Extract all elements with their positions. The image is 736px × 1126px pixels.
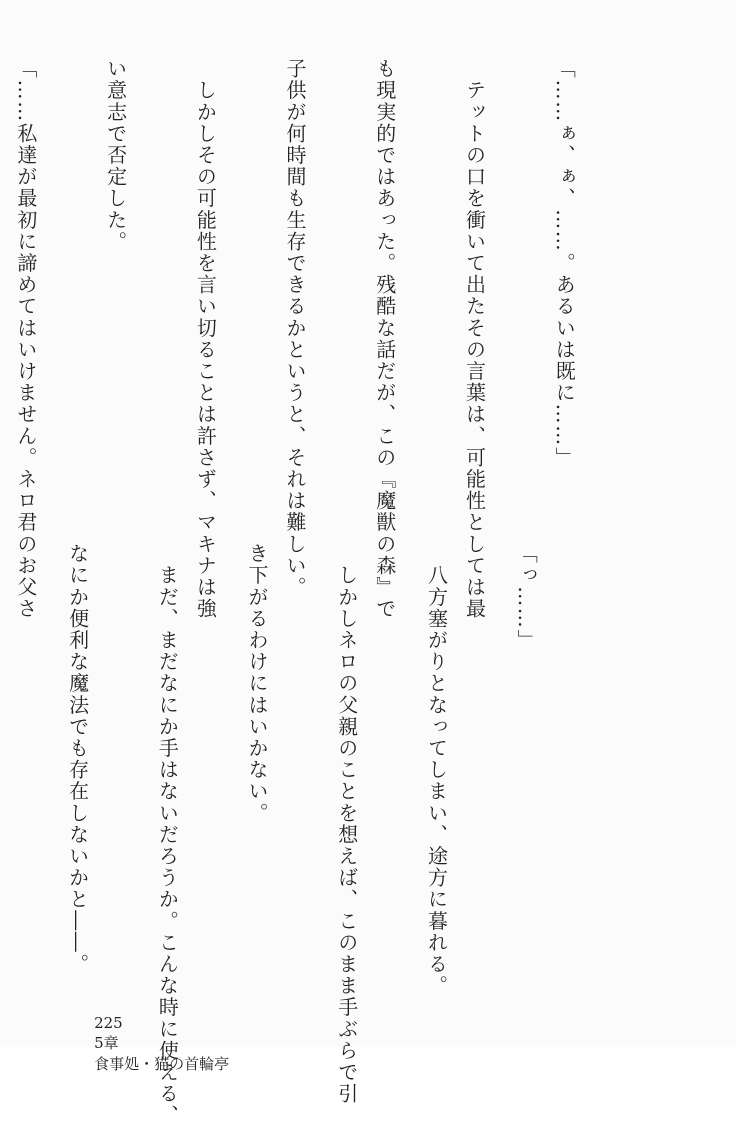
text-line: い意志で否定した。 bbox=[103, 58, 128, 253]
text-line: テットの口を衝いて出たその言葉は、可能性としては最 bbox=[462, 58, 487, 620]
chapter-label: 5章 bbox=[94, 1034, 119, 1052]
text-line: しかしその可能性を言い切ることは許さず、マキナは強 bbox=[193, 58, 218, 620]
text-line: も現実的ではあった。残酷な話だが、この『魔獣の森』で bbox=[372, 58, 397, 620]
page-number: 225 bbox=[94, 1014, 123, 1032]
text-line: まだ、まだなにか手はないだろうか。こんな時に使える、 bbox=[155, 543, 180, 1126]
text-line: 「……私達が最初に諦めてはいけません。ネロ君のお父さ bbox=[13, 58, 38, 620]
text-line: 子供が何時間も生存できるかというと、それは難しい。 bbox=[283, 58, 308, 598]
text-line bbox=[0, 543, 2, 983]
text-line: なにか便利な魔法でも存在しないかと――。 bbox=[65, 543, 90, 975]
text-line: 「っ……」 bbox=[514, 543, 539, 651]
page-footer bbox=[75, 996, 229, 1092]
chapter-title: 食事処・猫の首輪亭 bbox=[94, 1055, 230, 1073]
text-line: き下がるわけにはいかない。 bbox=[245, 543, 270, 824]
text-line: 「……ぁ、ぁ、……。あるいは既に……」 bbox=[552, 58, 577, 469]
text-line: 八方塞がりとなってしまい、途方に暮れる。 bbox=[424, 543, 449, 997]
text-block-upper bbox=[0, 58, 638, 620]
text-line: しかしネロの父親のことを想えば、このまま手ぶらで引 bbox=[334, 543, 359, 1105]
